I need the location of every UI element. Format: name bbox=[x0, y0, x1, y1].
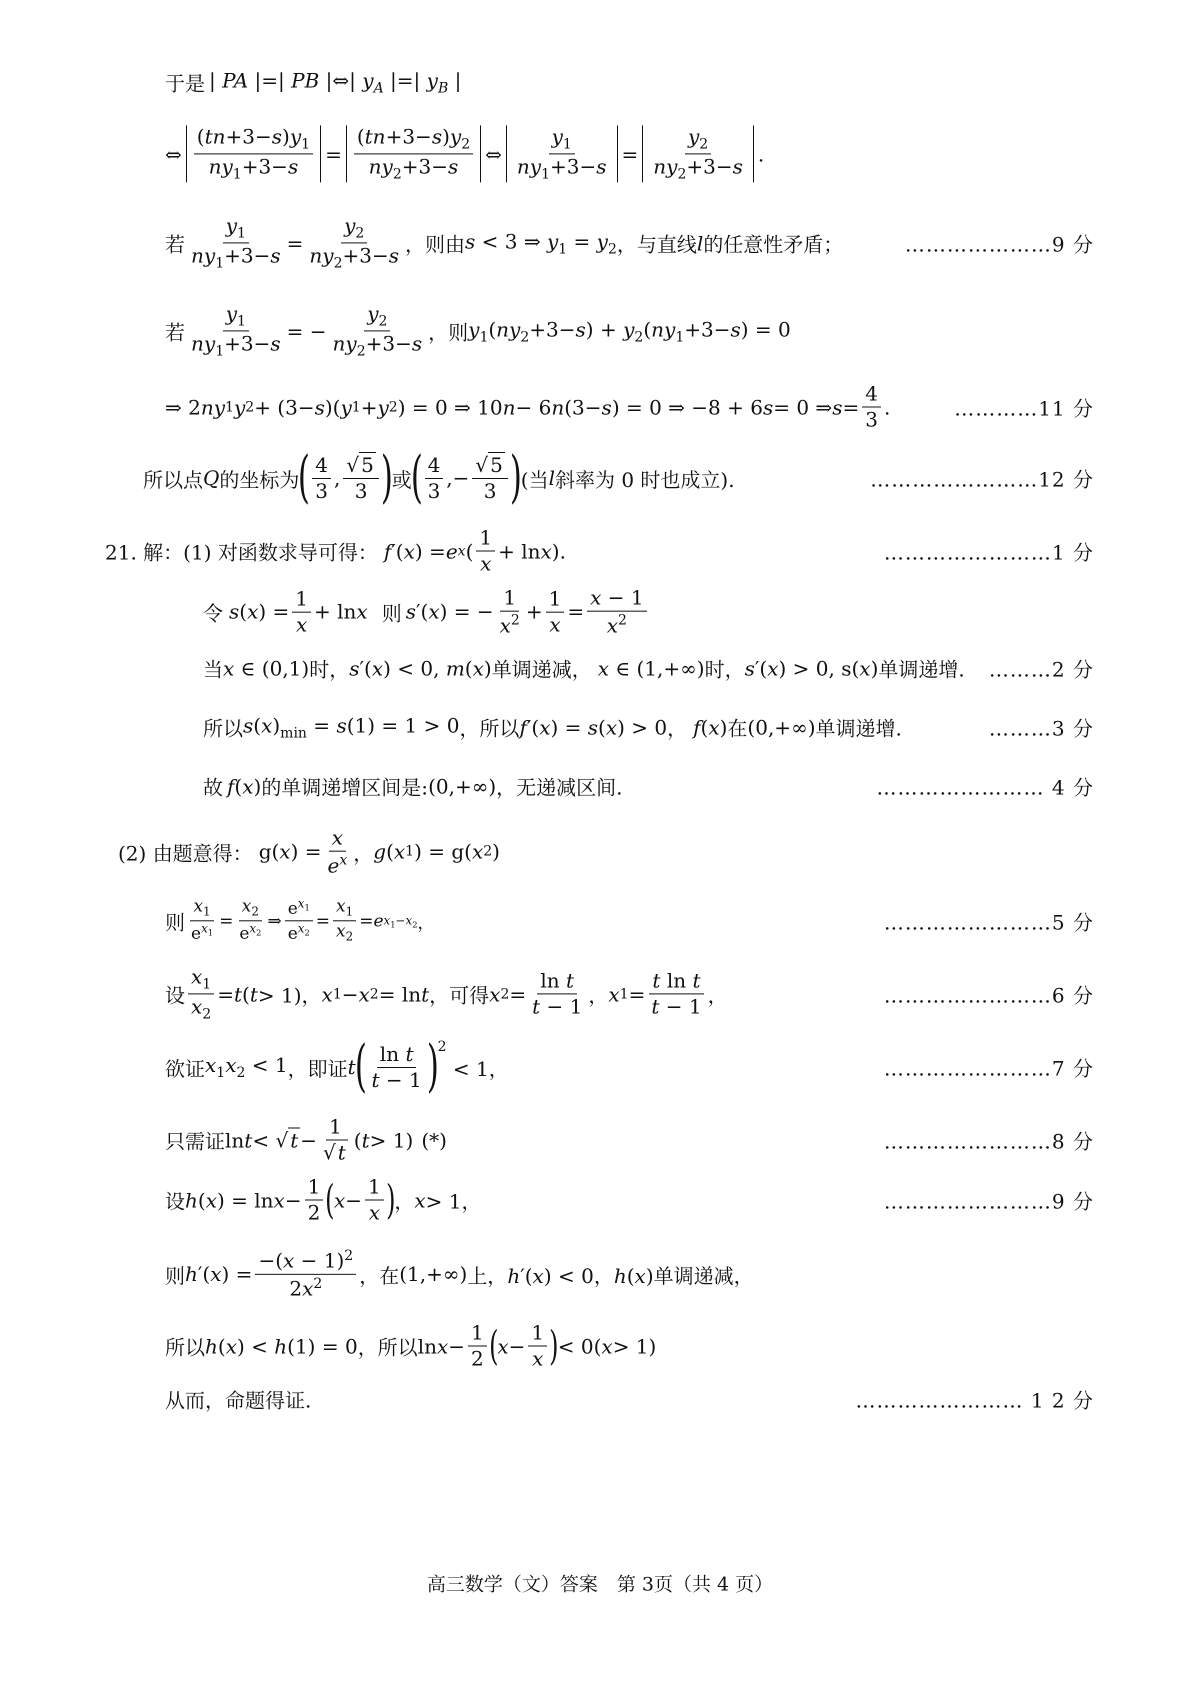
q21-label: 21. 解：(1) 对函数求导可得： bbox=[105, 540, 378, 565]
math-fx2: f(x) bbox=[227, 774, 262, 798]
math-s-neg: s′(x) < 0, m(x) bbox=[349, 656, 492, 680]
line-4-prefix: 若 bbox=[165, 320, 185, 345]
math-int-01: x ∈ (0,1) bbox=[223, 656, 310, 680]
math-fprime-pos: f′(x) = s(x) > 0 bbox=[519, 715, 668, 739]
line-3-prefix: 若 bbox=[165, 232, 185, 257]
s4-prefix: 故 bbox=[203, 775, 223, 800]
s2-t1: 时， bbox=[309, 657, 350, 682]
q21-header bbox=[105, 527, 566, 576]
s2-prefix: 当 bbox=[203, 657, 223, 682]
s1-prefix: 令 bbox=[203, 601, 223, 626]
score-11: …………11 分 bbox=[954, 396, 1094, 421]
score-12a: ……………………12 分 bbox=[870, 467, 1094, 492]
math-t-ineq: t ( $\frac{\text{ln t}}{t - 1}$ ) 2 < 1， bbox=[347, 1034, 509, 1099]
math-smin: $s(x)_{min} = s(1) = 1 > 0$ bbox=[243, 713, 460, 741]
s1-line bbox=[203, 587, 650, 638]
s2-t4: 单调递增. bbox=[878, 657, 965, 682]
math-s-def: s ( x ) = $\frac{1}{x}$ + ln x bbox=[229, 586, 368, 637]
line-3 bbox=[165, 214, 843, 271]
p2f-t1: ，在 bbox=[359, 1263, 400, 1288]
math-h-neg: h′(x) < 0，h(x) bbox=[507, 1263, 654, 1288]
line-4 bbox=[165, 302, 791, 359]
s1-mid: 则 bbox=[381, 601, 402, 626]
math-g-def: g( x ) = $\frac{x}{e^x}$ ， g ( x 1 ) = g( x 2 ) bbox=[258, 825, 500, 878]
math-point-1: ( $\frac{4}{3}$ , $\frac{√ 5}{3}$ ) bbox=[298, 445, 393, 510]
line-5 bbox=[165, 383, 890, 432]
s3-t3: 在 bbox=[727, 716, 748, 741]
math-t-def: $\frac{x_1}{x_2}$ = t ( t > 1)， x 1 − x 2 = ln t bbox=[185, 965, 429, 1022]
math-h-lt: h(x) < h(1) = 0 bbox=[205, 1334, 358, 1358]
math-s-pos: s′(x) > 0, s(x) bbox=[744, 656, 879, 680]
p2b-prefix: 设 bbox=[165, 983, 185, 1008]
score-9a: …………………9 分 bbox=[904, 232, 1094, 257]
math-h-def: h ( x ) = ln x − $\frac{1}{2}$ ( x − $\frac{1}{x}$ ) ， x > 1， bbox=[185, 1174, 482, 1225]
p2b-line bbox=[165, 965, 728, 1022]
s2-t3: 时， bbox=[704, 657, 745, 682]
line-3-text3: 的任意性矛盾； bbox=[703, 232, 844, 257]
math-fx: f(x) bbox=[693, 715, 728, 739]
math-s-less-3: s < 3 ⇒ $y_1 = y_2$ bbox=[465, 229, 617, 257]
s3-t1: ，所以 bbox=[459, 716, 520, 741]
line-1-prefix: 于是 bbox=[165, 71, 205, 96]
s2-line bbox=[203, 654, 965, 683]
line-3-text2: ，与直线 bbox=[616, 232, 697, 257]
math-fprime: f ′( x ) = e x ( $\frac{1}{x}$ + ln x ). bbox=[383, 525, 566, 576]
math-l: l bbox=[696, 231, 704, 255]
p2f-t2: 上， bbox=[467, 1263, 508, 1288]
p2-label: (2) 由题意得： bbox=[118, 841, 253, 866]
s4-line bbox=[203, 772, 623, 801]
p2f-line bbox=[165, 1248, 754, 1300]
s3-prefix: 所以 bbox=[203, 716, 243, 741]
s2-t2: 单调递减， bbox=[491, 657, 592, 682]
s3-t2: ， bbox=[667, 716, 688, 741]
s4-t2: ，无递减区间. bbox=[496, 775, 623, 800]
p2d-prefix: 只需证 bbox=[165, 1129, 225, 1154]
score-6: ……………………6 分 bbox=[883, 983, 1094, 1008]
s3-t4: 单调递增. bbox=[815, 716, 902, 741]
math-h-deriv: h ′( x ) = $\frac{-(x - 1)^2}{2x^2}$ bbox=[185, 1248, 359, 1300]
score-9b: ……………………9 分 bbox=[883, 1189, 1094, 1214]
score-5: ……………………5 分 bbox=[883, 910, 1094, 935]
math-equivalence-chain: ⇔ $\frac{(tn+3-s)y_1}{ny_1+3-s}$ = $\frac{(tn+3-s)y_2}{ny_2+3-s}$ ⇔ $\frac{y_1}{ny_1+3-s}$ = $\frac{y_2}{ny_2+3-s}$ . bbox=[165, 124, 765, 183]
line-2 bbox=[165, 125, 764, 182]
s3-line bbox=[203, 713, 902, 742]
p2d-t1: (*) bbox=[421, 1128, 447, 1152]
line-6-prefix: 所以点 bbox=[143, 467, 203, 492]
math-product-sum: $y_1(ny_2+3-s) + y_2(ny_1+3-s) = 0$ bbox=[468, 317, 791, 345]
p2a-prefix: 则 bbox=[165, 910, 185, 935]
page-footer: 高三数学（文）答案 第 3页（共 4 页） bbox=[426, 1573, 774, 1596]
line-6 bbox=[143, 445, 735, 510]
p2e-prefix: 设 bbox=[165, 1189, 185, 1214]
math-neg-ratio: $\frac{y_1}{ny_1+3-s}$ = − $\frac{y_2}{ny_2+3-s}$ bbox=[191, 301, 423, 360]
score-12b: …………………… 1 2 分 bbox=[855, 1388, 1094, 1413]
p2g-prefix: 所以 bbox=[165, 1335, 205, 1360]
p2h-line bbox=[165, 1385, 311, 1414]
p2c-t1: ，即证 bbox=[287, 1056, 348, 1081]
score-2: ………2 分 bbox=[988, 657, 1094, 682]
p2c-prefix: 欲证 bbox=[165, 1056, 205, 1081]
p2g-line bbox=[165, 1322, 656, 1371]
score-7: ……………………7 分 bbox=[883, 1056, 1094, 1081]
p2f-prefix: 则 bbox=[165, 1263, 185, 1288]
p2-header bbox=[118, 827, 500, 878]
score-8: ……………………8 分 bbox=[883, 1129, 1094, 1154]
math-int-1inf: x ∈ (1,+∞) bbox=[597, 656, 705, 680]
math-l2: l bbox=[548, 466, 555, 490]
math-final-ineq: ln x − $\frac{1}{2}$ ( x − $\frac{1}{x}$ ) < 0( x > 1) bbox=[417, 1320, 657, 1371]
math-s-deriv: s ′( x ) = − $\frac{1}{x^2}$ + $\frac{1}{x}$ = $\frac{x - 1}{x^2}$ bbox=[406, 587, 650, 638]
line-6-text2: (当 bbox=[520, 467, 549, 492]
p2b-t1: ，可得 bbox=[429, 983, 490, 1008]
p2h-text: 从而，命题得证. bbox=[165, 1388, 312, 1413]
score-3: ………3 分 bbox=[988, 716, 1094, 741]
line-3-text: ，则由 bbox=[405, 232, 466, 257]
math-int-0inf: (0,+∞) bbox=[747, 715, 816, 739]
s4-t1: 的单调递增区间是: bbox=[261, 775, 429, 800]
p2e-line bbox=[165, 1176, 481, 1225]
math-ratio-exp: $\frac{x_1}{e^{x_1}}$ = $\frac{x_2}{e^{x_2}}$ ⇒ $\frac{e^{x_1}}{e^{x_2}}$ = $\frac{x_1}{x_2}$ = e $x_1-x_2$ ， bbox=[191, 896, 435, 945]
p2g-t1: ，所以 bbox=[357, 1335, 418, 1360]
p2a-line bbox=[165, 897, 435, 944]
p2d-line bbox=[165, 1116, 447, 1165]
math-equal-ratio: $\frac{y_1}{ny_1+3-s}$ = $\frac{y_2}{ny_2+3-s}$ bbox=[191, 213, 400, 272]
line-6-text: 的坐标为 bbox=[219, 467, 300, 492]
p2f-t3: 单调递减， bbox=[653, 1263, 754, 1288]
p2c-line bbox=[165, 1034, 509, 1099]
math-int-1inf2: (1,+∞) bbox=[399, 1262, 468, 1286]
score-1: ……………………1 分 bbox=[883, 540, 1094, 565]
math-x1x2: $x_1x_2 < 1$ bbox=[205, 1053, 288, 1081]
line-6-text3: 斜率为 0 时也成立). bbox=[554, 467, 735, 492]
score-4: …………………… 4 分 bbox=[876, 775, 1094, 800]
line-4-text: ，则 bbox=[428, 320, 469, 345]
math-point-2: ( $\frac{4}{3}$ ,− $\frac{√ 5}{3}$ ) bbox=[410, 445, 522, 510]
math-ln-sqrt: ln t < √ t − $\frac{1}{√ t}$ ( t > 1) bbox=[225, 1114, 414, 1165]
math-pa-pb: | PA |=| PB |⇔| $y_A$ |=| $y_B$ | bbox=[209, 68, 462, 96]
line-1 bbox=[165, 68, 461, 97]
math-solve-s: ⇒ 2 ny 1 y 2 + (3− s )( y 1 + y 2 ) = 0 ⇒ 10 n − 6 n (3− s ) = 0 ⇒ −8 + 6 s = 0 ⇒ s = $\frac{4}{3}$ . bbox=[165, 381, 891, 432]
line-6-or: 或 bbox=[391, 467, 412, 492]
math-int-0inf2: (0,+∞) bbox=[428, 774, 497, 798]
math-q: Q bbox=[203, 466, 220, 490]
math-x2-x1: x 2 = $\frac{\text{ln t}}{t - 1}$ ， x 1 = $\frac{\text{t ln t}}{t - 1}$ ， bbox=[489, 968, 728, 1019]
